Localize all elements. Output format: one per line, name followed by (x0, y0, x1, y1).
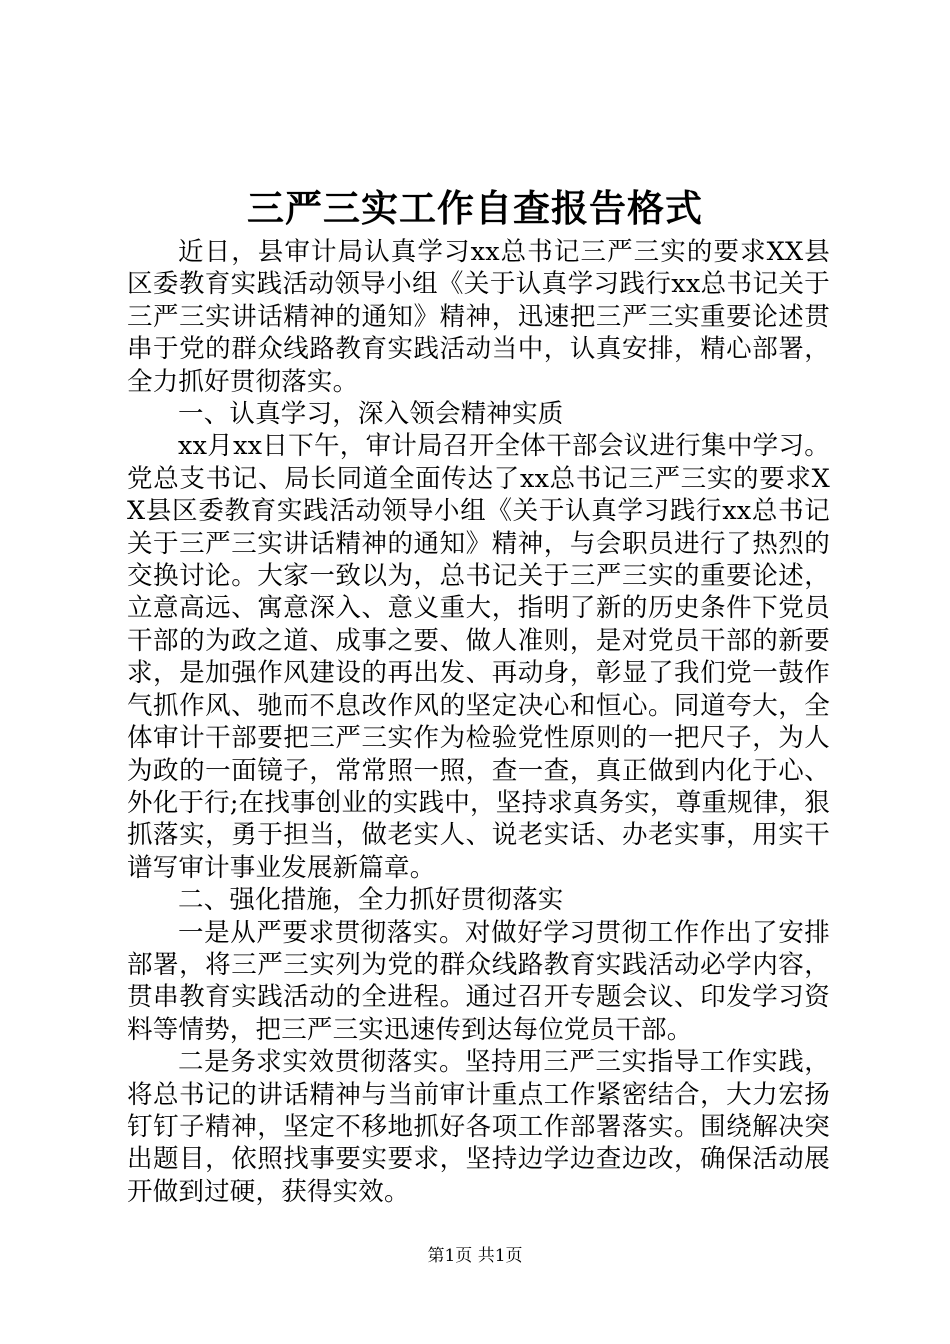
document-title: 三严三实工作自查报告格式 (247, 186, 703, 230)
document-body (127, 236, 830, 1208)
paragraph-intro: 近日，县审计局认真学习xx总书记三严三实的要求XX县区委教育实践活动领导小组《关于认真学习践行xx总书记关于三严三实讲话精神的通知》精神，迅速把三严三实重要论述贯串于党的群众线路教育实践活动当中，认真安排，精心部署，全力抓好贯彻落实。 (127, 237, 830, 397)
paragraph-section-1: xx月xx日下午，审计局召开全体干部会议进行集中学习。党总支书记、局长同道全面传达了xx总书记三严三实的要求XX县区委教育实践活动领导小组《关于认真学习践行xx总书记关于三严三实讲话精神的通知》精神，与会职员进行了热烈的交换讨论。大家一致以为，总书记关于三严三实的重要论述，立意高远、寓意深入、意义重大，指明了新的历史条件下党员干部的为政之道、成事之要、做人准则，是对党员干部的新要求，是加强作风建设的再出发、再动身，彰显了我们党一鼓作气抓作风、驰而不息改作风的坚定决心和恒心。同道夸大，全体审计干部要把三严三实作为检验党性原则的一把尺子，为人为政的一面镜子，常常照一照，查一查，真正做到内化于心、外化于行;在找事创业的实践中，坚持求真务实，尊重规律，狠抓落实，勇于担当，做老实人、说老实话、办老实事，用实干谱写审计事业发展新篇章。 (127, 431, 830, 883)
section-heading-2: 二、强化措施，全力抓好贯彻落实 (178, 885, 564, 916)
page-number: 第1页 共1页 (427, 1246, 523, 1266)
paragraph-measure-2: 二是务求实效贯彻落实。坚持用三严三实指导工作实践，将总书记的讲话精神与当前审计重点工作紧密结合，大力宏扬钉钉子精神，坚定不移地抓好各项工作部署落实。围绕解决突出题目，依照找事要实要求，坚持边学边查边改，确保活动展开做到过硬，获得实效。 (127, 1047, 830, 1207)
paragraph-measure-1: 一是从严要求贯彻落实。对做好学习贯彻工作作出了安排部署，将三严三实列为党的群众线路教育实践活动必学内容，贯串教育实践活动的全进程。通过召开专题会议、印发学习资料等情势，把三严三实迅速传到达每位党员干部。 (127, 917, 830, 1045)
section-heading-1: 一、认真学习，深入领会精神实质 (178, 399, 564, 430)
